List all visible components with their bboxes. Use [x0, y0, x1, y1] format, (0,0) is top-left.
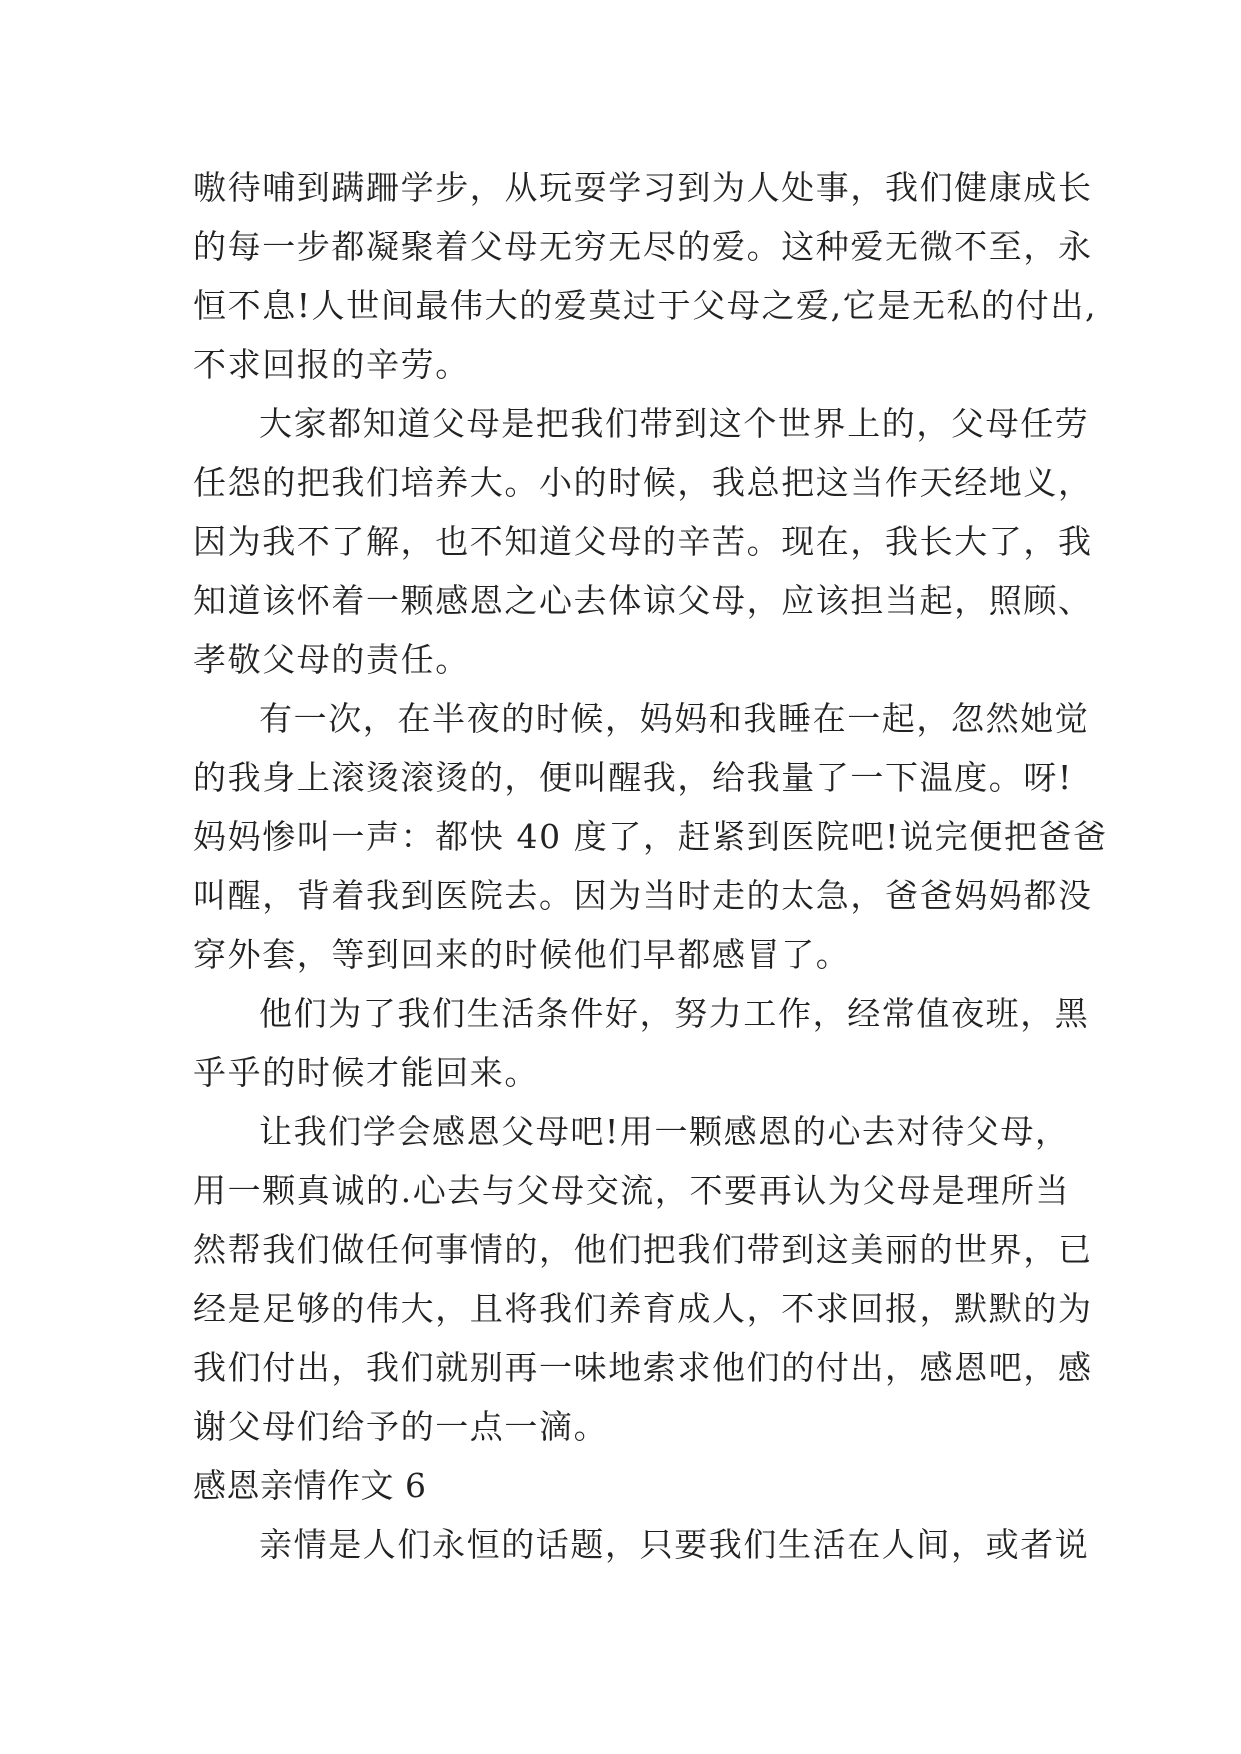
text-line: 叫醒，背着我到医院去。因为当时走的太急，爸爸妈妈都没	[193, 876, 1093, 915]
text-line: 妈妈惨叫一声：都快 40 度了，赶紧到医院吧!说完便把爸爸	[193, 817, 1108, 856]
text-line: 让我们学会感恩父母吧!用一颗感恩的心去对待父母，	[259, 1112, 1070, 1151]
text-line: 不求回报的辛劳。	[193, 345, 470, 384]
text-line: 然帮我们做任何事情的，他们把我们带到这美丽的世界，已	[193, 1230, 1093, 1269]
text-line: 他们为了我们生活条件好，努力工作，经常值夜班，黑	[259, 994, 1090, 1033]
text-line: 谢父母们给予的一点一滴。	[193, 1407, 609, 1446]
text-line: 知道该怀着一颗感恩之心去体谅父母，应该担当起，照顾、	[193, 581, 1093, 620]
text-line: 有一次，在半夜的时候，妈妈和我睡在一起，忽然她觉	[259, 699, 1090, 738]
text-line: 因为我不了解，也不知道父母的辛苦。现在，我长大了，我	[193, 522, 1093, 561]
text-line: 恒不息!人世间最伟大的爱莫过于父母之爱,它是无私的付出,	[193, 286, 1098, 325]
text-line: 的我身上滚烫滚烫的，便叫醒我，给我量了一下温度。呀!	[193, 758, 1073, 797]
text-line: 大家都知道父母是把我们带到这个世界上的，父母任劳	[259, 404, 1090, 443]
paragraph	[193, 1102, 1093, 1456]
text-line: 经是足够的伟大，且将我们养育成人，不求回报，默默的为	[193, 1289, 1093, 1328]
text-line: 的每一步都凝聚着父母无穷无尽的爱。这种爱无微不至，永	[193, 227, 1093, 266]
document-body	[193, 158, 1108, 1574]
section-heading: 感恩亲情作文 6	[193, 1466, 427, 1505]
text-line: 任怨的把我们培养大。小的时候，我总把这当作天经地义，	[193, 463, 1093, 502]
paragraph	[193, 689, 1108, 984]
text-line: 亲情是人们永恒的话题，只要我们生活在人间，或者说	[259, 1525, 1090, 1564]
paragraph	[193, 394, 1093, 689]
text-line: 穿外套，等到回来的时候他们早都感冒了。	[193, 935, 851, 974]
text-line: 嗷待哺到蹒跚学步，从玩耍学习到为人处事，我们健康成长	[193, 168, 1093, 207]
text-line: 孝敬父母的责任。	[193, 640, 470, 679]
text-line: 我们付出，我们就别再一味地索求他们的付出，感恩吧，感	[193, 1348, 1093, 1387]
text-line: 乎乎的时候才能回来。	[193, 1053, 539, 1092]
paragraph	[193, 158, 1098, 394]
paragraph	[193, 984, 1090, 1102]
text-line: 用一颗真诚的.心去与父母交流，不要再认为父母是理所当	[193, 1171, 1071, 1210]
paragraph	[193, 1515, 1090, 1574]
